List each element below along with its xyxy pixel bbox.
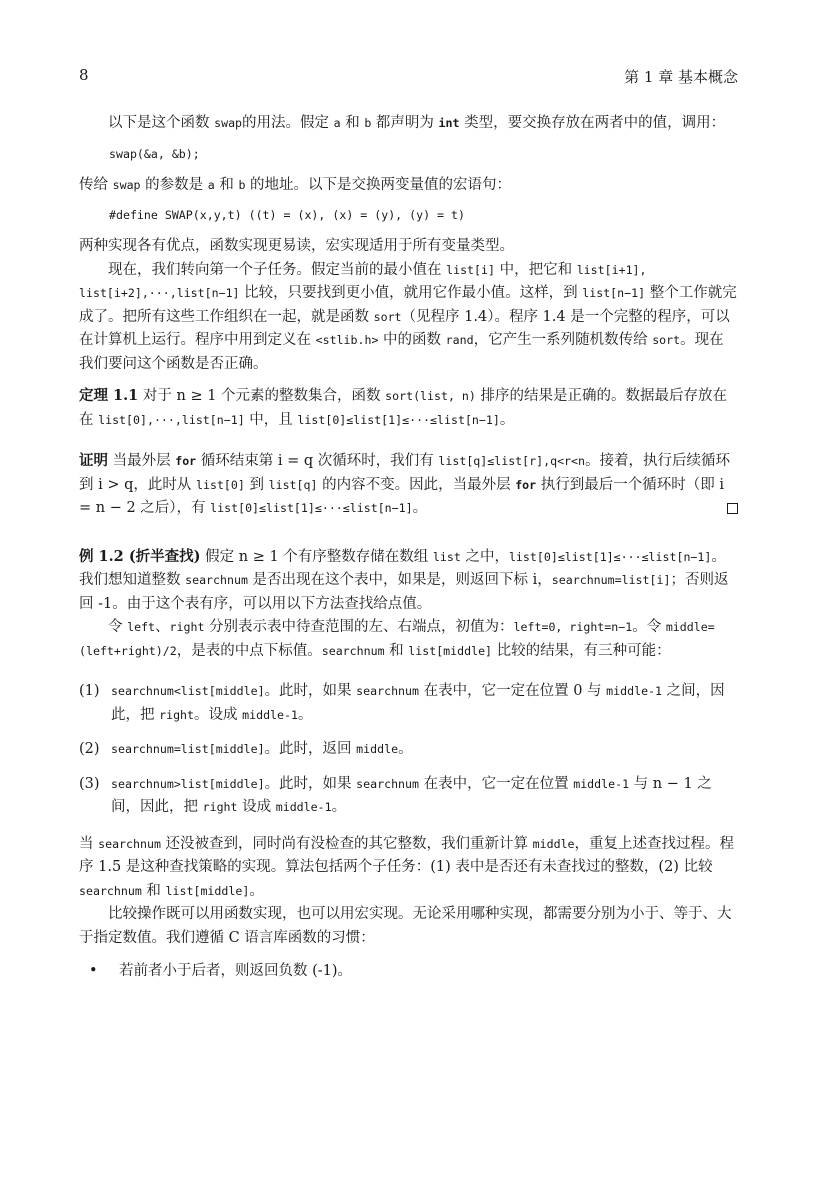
page-header xyxy=(79,66,738,88)
text: 和 xyxy=(214,176,239,193)
text: 的用法。假定 xyxy=(242,115,334,131)
code-inline: right xyxy=(202,800,238,814)
case-text xyxy=(111,680,738,727)
code-inline: swap xyxy=(214,116,243,130)
text: 、 xyxy=(155,619,170,635)
text: 中，且 xyxy=(244,411,298,428)
text: ，重复上述查找过程。程序 1.5 是这种查找策略的实现。算法包括两个子任务：(1) 表中是否还有未查找过的整数，(2) 比较 xyxy=(79,835,735,875)
code-inline: list[n−1] xyxy=(582,286,646,300)
text: ，它产生一系列随机数传给 xyxy=(473,332,653,348)
text: 到 xyxy=(244,476,269,493)
code-inline: middle xyxy=(532,836,575,851)
text: 传给 xyxy=(79,176,113,193)
text: 当 xyxy=(79,835,99,852)
text: 。 xyxy=(297,706,313,723)
case-item xyxy=(79,738,738,762)
paragraph: 两种实现各有优点，函数实现更易读，宏实现适用于所有变量类型。 xyxy=(79,238,514,254)
code-inline: middle=(left+right)/2 xyxy=(79,620,715,658)
paragraph xyxy=(79,174,738,198)
bullet-text: 若前者小于后者，则返回负数 (-1)。 xyxy=(119,963,353,979)
text: 。 xyxy=(249,882,264,899)
paragraph xyxy=(79,833,738,904)
proof-label: 证明 xyxy=(79,452,108,469)
example xyxy=(79,545,738,617)
code-inline: searchnum xyxy=(185,573,248,587)
code-inline: sort xyxy=(373,309,402,324)
code-inline: middle-1 xyxy=(242,707,298,722)
text: 排序的结果是正确的。数据最后存放在在 xyxy=(79,388,728,428)
code-inline: searchnum>list[middle] xyxy=(111,776,265,791)
text: 之间，因此，把 xyxy=(111,683,725,723)
code-inline: list[i+2],···,list[n−1] xyxy=(79,286,240,300)
text: 当最外层 xyxy=(108,453,176,469)
code-inline: swap xyxy=(112,177,141,192)
bullet-icon: • xyxy=(89,963,98,979)
example-label: 例 1.2 (折半查找) xyxy=(79,547,201,565)
theorem xyxy=(79,384,738,432)
code-inline: list[0] xyxy=(196,477,245,492)
qed-square-icon xyxy=(727,503,738,514)
case-number: (3) xyxy=(79,775,100,792)
case-item xyxy=(79,773,738,820)
code-inline: middle-1 xyxy=(606,684,663,698)
text: 还没被查到，同时尚有没检查的其它整数，我们重新计算 xyxy=(160,835,533,852)
code-inline: middle-1 xyxy=(573,776,630,791)
text: 中，把它和 xyxy=(494,261,577,278)
text: 。此时，如果 xyxy=(264,775,357,792)
text: 类型，要交换存放在两者中的值，调用： xyxy=(459,115,726,131)
code-keyword: for xyxy=(175,454,197,468)
text: 执行到最后一个循环时（即 i = n − 2 之后），有 xyxy=(79,476,725,516)
code-inline: list[0]≤list[1]≤···≤list[n−1] xyxy=(297,412,500,427)
text: 。令 xyxy=(632,619,666,635)
code-inline: left xyxy=(127,620,156,634)
code-inline: list[0]≤list[1]≤···≤list[n−1] xyxy=(210,501,413,515)
text: 比较，只要找到更小值，就用它作最小值。这样，到 xyxy=(239,285,583,301)
paragraph xyxy=(79,259,738,377)
text: 。 xyxy=(499,411,515,428)
text: 都声明为 xyxy=(371,115,439,131)
text: 。 xyxy=(331,799,347,815)
text: 。我们想知道整数 xyxy=(79,548,726,588)
code-inline: list[0]≤list[1]≤···≤list[n−1] xyxy=(508,549,712,564)
text: 和 xyxy=(340,115,365,131)
code-inline: a xyxy=(207,177,215,192)
code-inline: searchnum xyxy=(356,684,419,698)
code-inline: list[q] xyxy=(268,477,318,492)
code-inline: middle-1 xyxy=(275,800,332,814)
text: 。现在我们要问这个函数是否正确。 xyxy=(79,332,724,372)
text: 。此时，返回 xyxy=(264,741,357,757)
paragraph xyxy=(79,616,738,663)
chapter-title: 第 1 章 基本概念 xyxy=(624,68,738,86)
code-inline: middle xyxy=(356,742,399,756)
text: 在表中，它一定在位置 0 与 xyxy=(419,683,607,699)
text: 的地址。以下是交换两变量值的宏语句： xyxy=(245,176,512,193)
page-number: 8 xyxy=(79,66,89,84)
code-inline: list xyxy=(432,549,461,564)
text: 和 xyxy=(384,642,409,659)
text: 。接着，执行后续循环到 i > q，此时从 xyxy=(79,453,730,493)
text: 对于 n ≥ 1 个元素的整数集合，函数 xyxy=(138,388,386,404)
text: 的参数是 xyxy=(140,176,208,193)
paragraph xyxy=(79,112,738,136)
code-inline: searchnum xyxy=(79,883,142,898)
paragraph: 比较操作既可以用函数实现，也可以用宏实现。无论采用哪种实现，都需要分别为小于、等于、大于指定数值。我们遵循 C 语言库函数的习惯： xyxy=(79,906,732,946)
code-inline: a xyxy=(333,116,341,130)
case-number: (2) xyxy=(79,741,100,757)
text: ；否则返回 -1。由于这个表有序，可以用以下方法查找给点值。 xyxy=(79,572,729,612)
code-inline: right xyxy=(169,620,205,634)
text: 中的函数 xyxy=(378,332,446,348)
text: 以下是这个函数 xyxy=(108,115,215,131)
text: 分别表示表中待查范围的左、右端点，初值为： xyxy=(204,619,514,635)
code-inline: list[i] xyxy=(446,262,495,277)
case-text xyxy=(111,738,738,762)
code-inline: list[0],···,list[n−1] xyxy=(98,412,245,427)
text: 假定 n ≥ 1 个有序整数存储在数组 xyxy=(200,548,433,565)
code-inline: sort xyxy=(652,333,681,347)
code-inline: list[q]≤list[r],q<r<n xyxy=(438,454,585,468)
text: 令 xyxy=(108,619,128,635)
code-block: swap(&a, &b); xyxy=(109,146,200,161)
text: 在表中，它一定在位置 xyxy=(419,775,574,792)
case-item xyxy=(79,680,738,727)
code-inline: searchnum=list[middle] xyxy=(111,742,265,756)
code-inline: <stlib.h> xyxy=(315,333,379,347)
page-body xyxy=(79,112,738,984)
text: 设成 xyxy=(237,799,276,815)
code-inline: list[i+1], xyxy=(576,262,647,277)
code-inline: searchnum xyxy=(98,836,161,851)
code-inline: sort(list, n) xyxy=(385,389,476,403)
text: 和 xyxy=(141,882,166,899)
text: 与 n − 1 之间，因此，把 xyxy=(111,775,712,815)
text: 是否出现在这个表中，如果是，则返回下标 i， xyxy=(247,572,552,588)
code-inline: searchnum=list[i] xyxy=(551,573,671,587)
code-keyword: for xyxy=(515,477,537,492)
text: 之中， xyxy=(460,548,509,565)
code-inline: b xyxy=(364,116,372,130)
code-inline: right xyxy=(159,707,195,722)
text: 现在，我们转向第一个子任务。假定当前的最小值在 xyxy=(108,261,447,278)
code-inline: list[middle] xyxy=(408,643,493,658)
case-number: (1) xyxy=(79,683,100,699)
code-block: #define SWAP(x,y,t) ((t) = (x), (x) = (y), (y) = t) xyxy=(109,208,465,222)
bullet-item xyxy=(79,960,738,984)
text: ，是表的中点下标值。 xyxy=(176,642,322,659)
text: 整个工作就完成了。把所有这些工作组织在一起，就是函数 xyxy=(79,285,737,325)
theorem-label: 定理 1.1 xyxy=(79,387,139,404)
code-inline: list[middle] xyxy=(165,883,250,898)
text: 。设成 xyxy=(194,706,243,723)
code-inline: searchnum xyxy=(321,643,385,658)
text: 。 xyxy=(412,500,428,516)
proof xyxy=(79,449,738,521)
code-inline: rand xyxy=(445,333,474,347)
code-inline: b xyxy=(238,177,246,192)
text: 比较的结果，有三种可能： xyxy=(492,642,671,659)
text: 。 xyxy=(398,741,413,757)
code-keyword: int xyxy=(438,116,460,130)
case-text xyxy=(111,773,738,820)
case-list xyxy=(79,680,738,820)
code-inline: searchnum<list[middle] xyxy=(111,684,265,698)
text: 。此时，如果 xyxy=(264,683,357,699)
code-inline: searchnum xyxy=(356,776,419,791)
text: 循环结束第 i = q 次循环时，我们有 xyxy=(196,453,439,469)
text: 的内容不变。因此，当最外层 xyxy=(317,476,516,493)
code-inline: left=0, right=n−1 xyxy=(513,620,633,634)
text: （见程序 1.4）。程序 1.4 是一个完整的程序，可以在计算机上运行。程序中用到定义在 xyxy=(79,308,730,348)
